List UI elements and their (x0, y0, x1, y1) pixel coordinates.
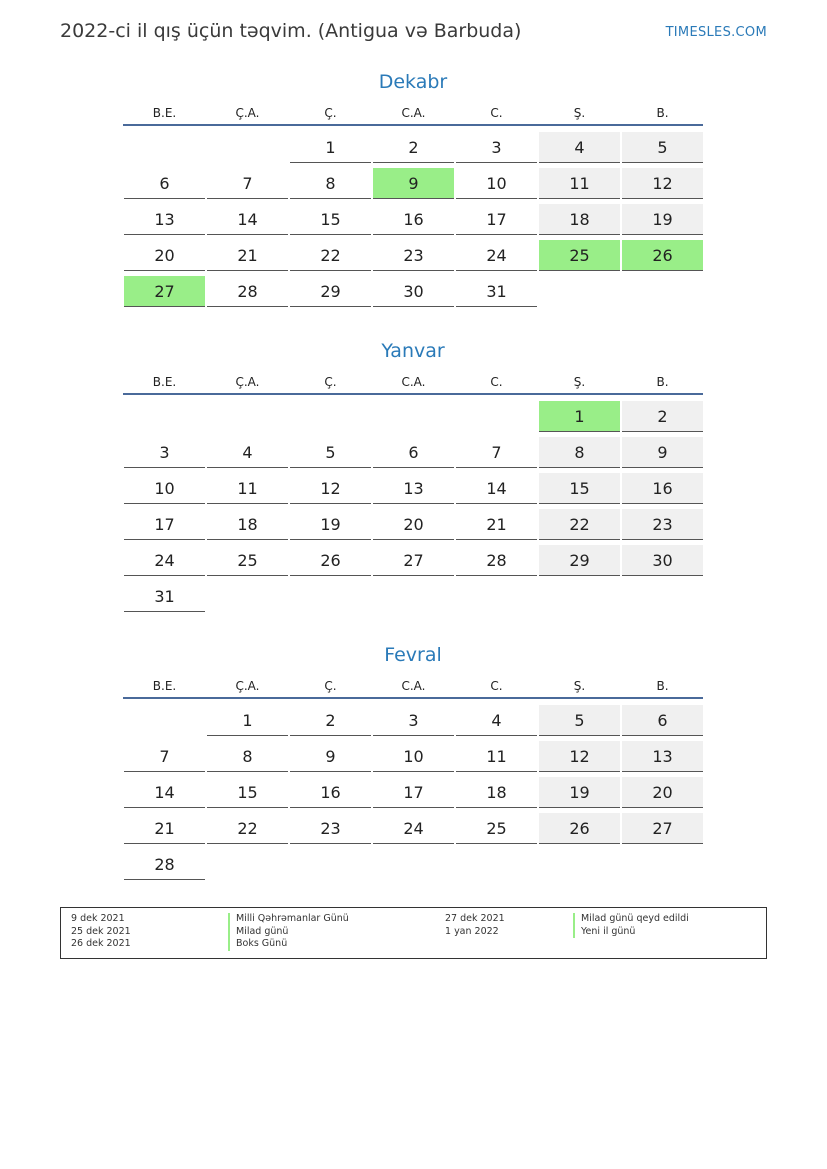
day-cell[interactable]: 20 (124, 240, 205, 271)
day-cell[interactable]: 27 (622, 813, 703, 844)
weekday-label: C. (490, 106, 503, 120)
holiday-day-cell[interactable]: 26 (622, 240, 703, 271)
day-cell[interactable]: 5 (290, 437, 371, 468)
day-cell[interactable]: 26 (539, 813, 620, 844)
weekday-label: C.A. (401, 679, 426, 693)
day-cell[interactable]: 10 (456, 168, 537, 199)
day-cell[interactable]: 6 (124, 168, 205, 199)
empty-cell (207, 401, 288, 431)
day-cell[interactable]: 25 (456, 813, 537, 844)
weekday-label: C.A. (401, 106, 426, 120)
day-cell[interactable]: 21 (456, 509, 537, 540)
day-cell[interactable]: 16 (373, 204, 454, 235)
day-cell[interactable]: 15 (207, 777, 288, 808)
day-grid (123, 399, 703, 615)
day-cell[interactable]: 17 (456, 204, 537, 235)
weekday-label: Ç. (324, 679, 337, 693)
day-grid (123, 703, 703, 883)
day-cell[interactable]: 23 (622, 509, 703, 540)
empty-cell (124, 132, 205, 162)
month-title: Yanvar (381, 340, 445, 362)
legend-holiday-name: Milad günü (228, 926, 349, 939)
weekday-label: B. (656, 375, 669, 389)
weekday-label: Ç.A. (235, 679, 260, 693)
day-cell[interactable]: 22 (539, 509, 620, 540)
day-cell[interactable]: 18 (207, 509, 288, 540)
weekday-label: B.E. (152, 679, 177, 693)
day-cell[interactable]: 30 (373, 276, 454, 307)
day-cell[interactable]: 3 (373, 705, 454, 736)
day-cell[interactable]: 4 (539, 132, 620, 163)
empty-cell (373, 401, 454, 431)
legend-dates-col1 (71, 913, 131, 951)
month-february (123, 643, 703, 883)
legend-date: 25 dek 2021 (71, 925, 131, 937)
day-cell[interactable]: 6 (373, 437, 454, 468)
day-cell[interactable]: 2 (622, 401, 703, 432)
day-cell[interactable]: 5 (539, 705, 620, 736)
day-cell[interactable]: 28 (456, 545, 537, 576)
weekday-label: Ş. (573, 679, 586, 693)
day-cell[interactable]: 28 (124, 849, 205, 880)
weekday-label: Ç.A. (235, 106, 260, 120)
weekday-label: Ç.A. (235, 375, 260, 389)
empty-cell (124, 401, 205, 431)
weekday-label: B. (656, 679, 669, 693)
day-cell[interactable]: 31 (456, 276, 537, 307)
day-cell[interactable]: 2 (290, 705, 371, 736)
day-cell[interactable]: 1 (290, 132, 371, 163)
day-cell[interactable]: 16 (290, 777, 371, 808)
empty-cell (456, 401, 537, 431)
empty-cell (207, 132, 288, 162)
day-cell[interactable]: 12 (622, 168, 703, 199)
weekday-label: Ç. (324, 106, 337, 120)
day-cell[interactable]: 24 (124, 545, 205, 576)
weekday-header (123, 373, 703, 395)
day-cell[interactable]: 22 (207, 813, 288, 844)
day-cell[interactable]: 5 (622, 132, 703, 163)
legend-names-col2 (573, 913, 689, 938)
day-cell[interactable]: 15 (290, 204, 371, 235)
day-cell[interactable]: 18 (539, 204, 620, 235)
weekday-label: C. (490, 679, 503, 693)
day-cell[interactable]: 9 (290, 741, 371, 772)
day-cell[interactable]: 17 (124, 509, 205, 540)
day-cell[interactable]: 7 (456, 437, 537, 468)
month-title: Dekabr (378, 71, 448, 93)
legend-date: 9 dek 2021 (71, 913, 125, 924)
day-cell[interactable]: 3 (456, 132, 537, 163)
day-cell[interactable]: 12 (539, 741, 620, 772)
day-cell[interactable]: 15 (539, 473, 620, 504)
day-cell[interactable]: 28 (207, 276, 288, 307)
legend-holiday-name: Yeni il günü (573, 926, 689, 939)
day-cell[interactable]: 3 (124, 437, 205, 468)
day-cell[interactable]: 23 (373, 240, 454, 271)
day-cell[interactable]: 29 (539, 545, 620, 576)
day-cell[interactable]: 9 (622, 437, 703, 468)
legend-date: 27 dek 2021 (445, 913, 505, 924)
day-cell[interactable]: 31 (124, 581, 205, 612)
weekday-label: C.A. (401, 375, 426, 389)
day-cell[interactable]: 13 (622, 741, 703, 772)
day-cell[interactable]: 13 (124, 204, 205, 235)
day-cell[interactable]: 14 (207, 204, 288, 235)
holiday-day-cell[interactable]: 1 (539, 401, 620, 432)
weekday-label: Ş. (573, 106, 586, 120)
day-cell[interactable]: 19 (539, 777, 620, 808)
holiday-day-cell[interactable]: 25 (539, 240, 620, 271)
weekday-header (123, 104, 703, 126)
day-cell[interactable]: 14 (124, 777, 205, 808)
day-cell[interactable]: 6 (622, 705, 703, 736)
day-cell[interactable]: 17 (373, 777, 454, 808)
month-december (123, 70, 703, 310)
day-cell[interactable]: 8 (539, 437, 620, 468)
legend-names-col1 (228, 913, 349, 951)
legend-holiday-name: Boks Günü (228, 938, 349, 951)
day-cell[interactable]: 12 (290, 473, 371, 504)
brand-link[interactable]: TIMESLES.COM (665, 25, 767, 40)
day-cell[interactable]: 11 (207, 473, 288, 504)
day-cell[interactable]: 10 (124, 473, 205, 504)
day-cell[interactable]: 29 (290, 276, 371, 307)
weekday-label: B.E. (152, 106, 177, 120)
day-cell[interactable]: 2 (373, 132, 454, 163)
day-cell[interactable]: 19 (622, 204, 703, 235)
holiday-legend (60, 907, 767, 959)
weekday-label: Ş. (573, 375, 586, 389)
day-cell[interactable]: 4 (207, 437, 288, 468)
day-cell[interactable]: 10 (373, 741, 454, 772)
day-cell[interactable]: 21 (124, 813, 205, 844)
weekday-label: B. (656, 106, 669, 120)
empty-cell (290, 401, 371, 431)
day-cell[interactable]: 1 (207, 705, 288, 736)
weekday-label: B.E. (152, 375, 177, 389)
legend-dates-col2 (445, 913, 505, 938)
day-cell[interactable]: 13 (373, 473, 454, 504)
day-cell[interactable]: 16 (622, 473, 703, 504)
weekday-header (123, 677, 703, 699)
day-cell[interactable]: 22 (290, 240, 371, 271)
holiday-day-cell[interactable]: 27 (124, 276, 205, 307)
day-cell[interactable]: 8 (290, 168, 371, 199)
legend-date: 26 dek 2021 (71, 938, 131, 949)
day-cell[interactable]: 26 (290, 545, 371, 576)
empty-cell (124, 705, 205, 735)
day-cell[interactable]: 18 (456, 777, 537, 808)
page-title: 2022-ci il qış üçün təqvim. (Antigua və Barbuda) (60, 20, 522, 42)
day-cell[interactable]: 7 (207, 168, 288, 199)
day-cell[interactable]: 20 (622, 777, 703, 808)
day-cell[interactable]: 25 (207, 545, 288, 576)
legend-holiday-name: Milad günü qeyd edildi (573, 913, 689, 926)
holiday-day-cell[interactable]: 9 (373, 168, 454, 199)
day-cell[interactable]: 11 (539, 168, 620, 199)
weekday-label: Ç. (324, 375, 337, 389)
legend-date: 1 yan 2022 (445, 925, 499, 937)
day-cell[interactable]: 24 (373, 813, 454, 844)
day-cell[interactable]: 27 (373, 545, 454, 576)
day-grid (123, 130, 703, 310)
day-cell[interactable]: 4 (456, 705, 537, 736)
day-cell[interactable]: 14 (456, 473, 537, 504)
weekday-label: C. (490, 375, 503, 389)
day-cell[interactable]: 30 (622, 545, 703, 576)
day-cell[interactable]: 23 (290, 813, 371, 844)
day-cell[interactable]: 19 (290, 509, 371, 540)
month-title: Fevral (384, 644, 442, 666)
month-january (123, 339, 703, 615)
day-cell[interactable]: 8 (207, 741, 288, 772)
day-cell[interactable]: 7 (124, 741, 205, 772)
legend-holiday-name: Milli Qəhrəmanlar Günü (228, 913, 349, 926)
day-cell[interactable]: 11 (456, 741, 537, 772)
day-cell[interactable]: 24 (456, 240, 537, 271)
day-cell[interactable]: 20 (373, 509, 454, 540)
day-cell[interactable]: 21 (207, 240, 288, 271)
